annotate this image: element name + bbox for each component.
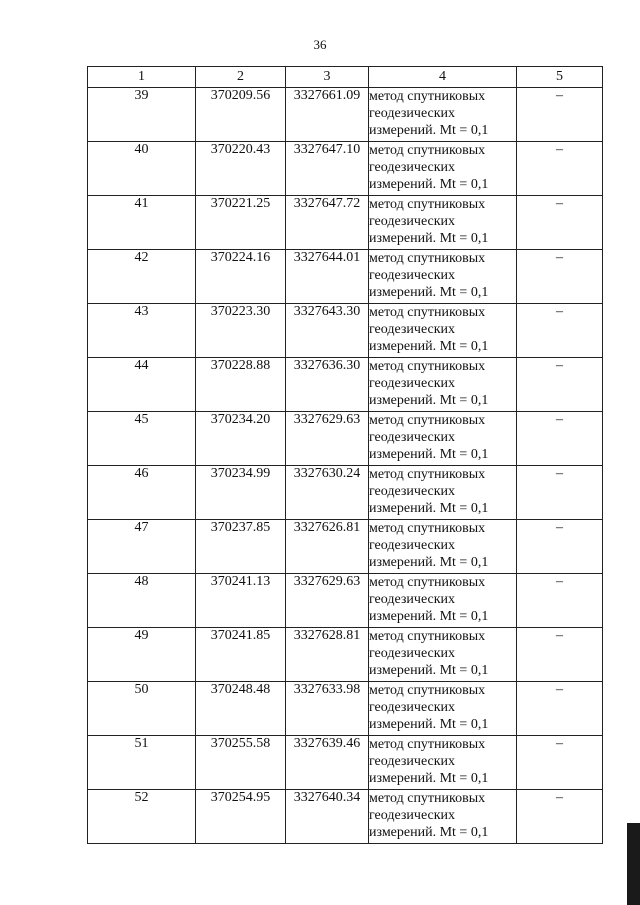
column-header: 4 [369,67,517,88]
note-cell: – [517,574,603,628]
method-text-line: измерений. Mt = 0,1 [369,231,489,246]
table-row [88,790,603,844]
method-text-line: метод спутниковых [369,251,486,266]
note-cell: – [517,790,603,844]
x-coordinate-cell: 370209.56 [196,88,286,142]
method-text-line: геодезических [369,592,456,607]
x-coordinate-cell: 370234.99 [196,466,286,520]
method-text-line: метод спутниковых [369,629,486,644]
table-row [88,628,603,682]
method-text-line: измерений. Mt = 0,1 [369,393,489,408]
column-header: 5 [517,67,603,88]
point-number-cell: 48 [88,574,196,628]
method-text-line: метод спутниковых [369,413,486,428]
point-number-cell: 50 [88,682,196,736]
point-number-cell: 45 [88,412,196,466]
method-text-line: метод спутниковых [369,737,486,752]
x-coordinate-cell: 370221.25 [196,196,286,250]
method-text-line: измерений. Mt = 0,1 [369,825,489,840]
method-text-line: геодезических [369,160,456,175]
method-cell [369,682,517,736]
table-row [88,358,603,412]
note-cell: – [517,304,603,358]
y-coordinate-cell: 3327639.46 [286,736,369,790]
table-row [88,304,603,358]
x-coordinate-cell: 370254.95 [196,790,286,844]
method-text-line: метод спутниковых [369,467,486,482]
y-coordinate-cell: 3327633.98 [286,682,369,736]
table-row [88,520,603,574]
method-text-line: измерений. Mt = 0,1 [369,501,489,516]
method-text-line: геодезических [369,700,456,715]
note-cell: – [517,358,603,412]
y-coordinate-cell: 3327640.34 [286,790,369,844]
y-coordinate-cell: 3327629.63 [286,574,369,628]
method-text-line: измерений. Mt = 0,1 [369,285,489,300]
y-coordinate-cell: 3327644.01 [286,250,369,304]
y-coordinate-cell: 3327630.24 [286,466,369,520]
method-text-line: геодезических [369,430,456,445]
note-cell: – [517,628,603,682]
method-cell [369,142,517,196]
method-cell [369,736,517,790]
column-header: 1 [88,67,196,88]
y-coordinate-cell: 3327643.30 [286,304,369,358]
method-cell [369,358,517,412]
note-cell: – [517,682,603,736]
method-text-line: геодезических [369,646,456,661]
method-cell [369,250,517,304]
method-text-line: метод спутниковых [369,521,486,536]
column-header: 2 [196,67,286,88]
table-row [88,88,603,142]
method-text-line: измерений. Mt = 0,1 [369,771,489,786]
method-text-line: геодезических [369,214,456,229]
method-text-line: метод спутниковых [369,575,486,590]
y-coordinate-cell: 3327629.63 [286,412,369,466]
method-text-line: метод спутниковых [369,305,486,320]
y-coordinate-cell: 3327661.09 [286,88,369,142]
method-text-line: геодезических [369,376,456,391]
point-number-cell: 46 [88,466,196,520]
method-cell [369,196,517,250]
method-text-line: геодезических [369,106,456,121]
method-text-line: геодезических [369,322,456,337]
point-number-cell: 44 [88,358,196,412]
page-number: 36 [313,37,327,52]
method-text-line: геодезических [369,484,456,499]
point-number-cell: 52 [88,790,196,844]
table-row [88,736,603,790]
scan-edge-mark [627,823,640,905]
note-cell: – [517,250,603,304]
table-row [88,142,603,196]
x-coordinate-cell: 370220.43 [196,142,286,196]
table-header-row [88,67,603,88]
x-coordinate-cell: 370241.13 [196,574,286,628]
table-row [88,574,603,628]
method-text-line: метод спутниковых [369,359,486,374]
table-row [88,196,603,250]
point-number-cell: 47 [88,520,196,574]
method-text-line: измерений. Mt = 0,1 [369,555,489,570]
x-coordinate-cell: 370248.48 [196,682,286,736]
method-cell [369,520,517,574]
point-number-cell: 40 [88,142,196,196]
method-cell [369,790,517,844]
point-number-cell: 43 [88,304,196,358]
method-cell [369,628,517,682]
method-text-line: метод спутниковых [369,791,486,806]
x-coordinate-cell: 370255.58 [196,736,286,790]
method-text-line: измерений. Mt = 0,1 [369,447,489,462]
table-body [88,88,603,844]
x-coordinate-cell: 370237.85 [196,520,286,574]
method-text-line: измерений. Mt = 0,1 [369,717,489,732]
x-coordinate-cell: 370241.85 [196,628,286,682]
coordinates-table [87,66,603,844]
table-row [88,466,603,520]
method-cell [369,88,517,142]
point-number-cell: 42 [88,250,196,304]
method-text-line: метод спутниковых [369,143,486,158]
method-text-line: геодезических [369,808,456,823]
table-row [88,250,603,304]
method-cell [369,574,517,628]
method-text-line: геодезических [369,268,456,283]
point-number-cell: 49 [88,628,196,682]
method-cell [369,304,517,358]
table-row [88,412,603,466]
point-number-cell: 41 [88,196,196,250]
x-coordinate-cell: 370224.16 [196,250,286,304]
column-header: 3 [286,67,369,88]
method-cell [369,412,517,466]
method-cell [369,466,517,520]
method-text-line: метод спутниковых [369,683,486,698]
y-coordinate-cell: 3327636.30 [286,358,369,412]
method-text-line: измерений. Mt = 0,1 [369,339,489,354]
y-coordinate-cell: 3327626.81 [286,520,369,574]
y-coordinate-cell: 3327628.81 [286,628,369,682]
note-cell: – [517,466,603,520]
method-text-line: метод спутниковых [369,197,486,212]
note-cell: – [517,412,603,466]
point-number-cell: 39 [88,88,196,142]
x-coordinate-cell: 370234.20 [196,412,286,466]
point-number-cell: 51 [88,736,196,790]
table-row [88,682,603,736]
method-text-line: измерений. Mt = 0,1 [369,609,489,624]
method-text-line: геодезических [369,754,456,769]
method-text-line: геодезических [369,538,456,553]
note-cell: – [517,88,603,142]
note-cell: – [517,196,603,250]
note-cell: – [517,520,603,574]
method-text-line: измерений. Mt = 0,1 [369,123,489,138]
note-cell: – [517,736,603,790]
y-coordinate-cell: 3327647.72 [286,196,369,250]
y-coordinate-cell: 3327647.10 [286,142,369,196]
method-text-line: метод спутниковых [369,89,486,104]
method-text-line: измерений. Mt = 0,1 [369,663,489,678]
note-cell: – [517,142,603,196]
x-coordinate-cell: 370228.88 [196,358,286,412]
x-coordinate-cell: 370223.30 [196,304,286,358]
method-text-line: измерений. Mt = 0,1 [369,177,489,192]
